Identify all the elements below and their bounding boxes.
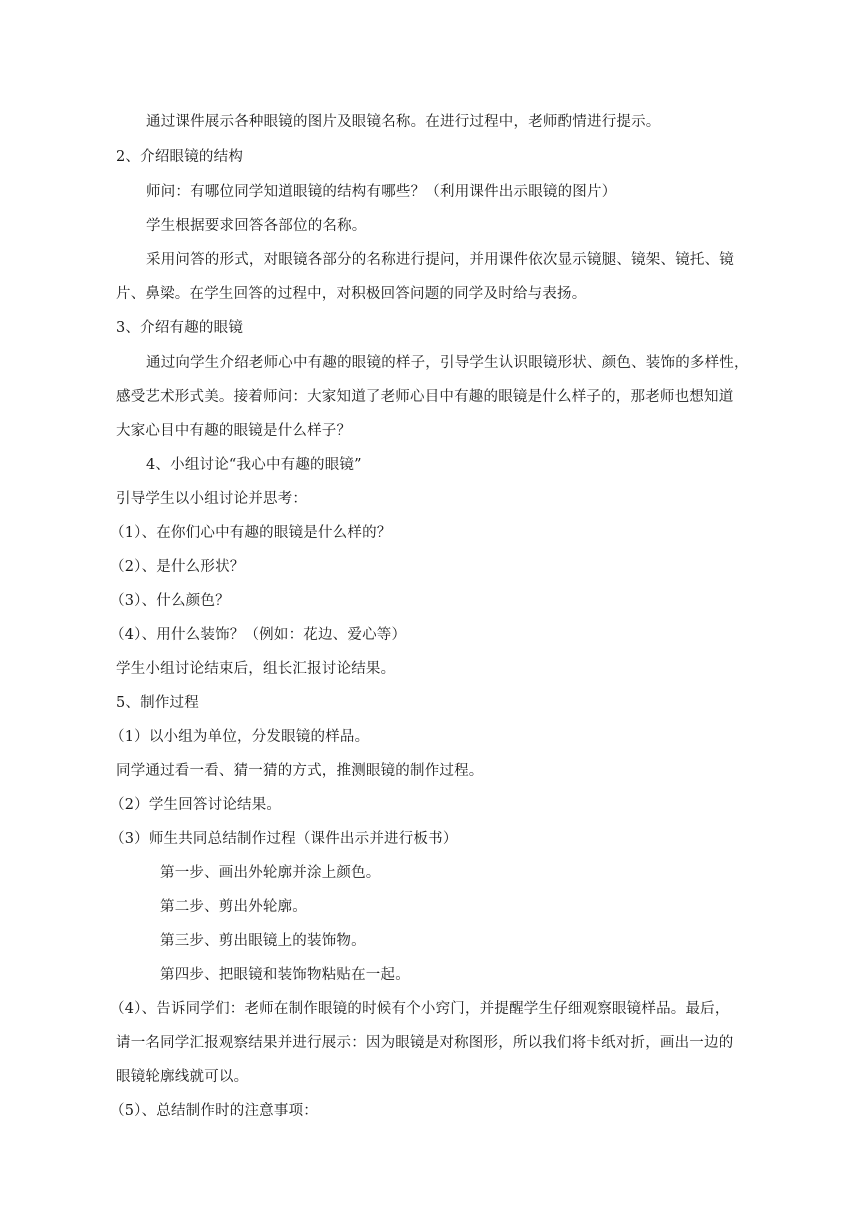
section-heading: 2、介绍眼镜的结构 bbox=[116, 149, 244, 165]
list-item: （1）、在你们心中有趣的眼镜是什么样的？ bbox=[110, 525, 392, 541]
step-item: 第一步、画出外轮廓并涂上颜色。 bbox=[160, 865, 381, 881]
section-heading: 3、介绍有趣的眼镜 bbox=[116, 320, 244, 336]
paragraph-line: 感受艺术形式美。接着师问：大家知道了老师心目中有趣的眼镜是什么样子的，那老师也想知道 bbox=[116, 389, 734, 405]
paragraph-line: 师问：有哪位同学知道眼镜的结构有哪些？（利用课件出示眼镜的图片） bbox=[146, 184, 617, 200]
paragraph-line: 大家心目中有趣的眼镜是什么样子？ bbox=[116, 423, 352, 439]
list-item: （2）学生回答讨论结果。 bbox=[110, 797, 282, 813]
paragraph-line: 请一名同学汇报观察结果并进行展示：因为眼镜是对称图形，所以我们将卡纸对折，画出一边的 bbox=[116, 1035, 734, 1051]
paragraph-line: 学生根据要求回答各部位的名称。 bbox=[146, 218, 367, 234]
paragraph-line: 通过课件展示各种眼镜的图片及眼镜名称。在进行过程中，老师酌情进行提示。 bbox=[146, 114, 661, 130]
step-item: 第三步、剪出眼镜上的装饰物。 bbox=[160, 933, 366, 949]
paragraph-line: 片、鼻梁。在学生回答的过程中，对积极回答问题的同学及时给与表扬。 bbox=[116, 286, 587, 302]
paragraph-line: 眼镜轮廓线就可以。 bbox=[116, 1069, 249, 1085]
list-item: （3）、什么颜色？ bbox=[110, 593, 230, 609]
paragraph-line: 同学通过看一看、猜一猜的方式，推测眼镜的制作过程。 bbox=[116, 763, 484, 779]
step-item: 第二步、剪出外轮廓。 bbox=[160, 899, 307, 915]
list-item: （2）、是什么形状？ bbox=[110, 559, 245, 575]
paragraph-line: 引导学生以小组讨论并思考： bbox=[116, 491, 308, 507]
section-heading: 4、小组讨论“我心中有趣的眼镜” bbox=[146, 457, 362, 473]
paragraph-line: 学生小组讨论结束后，组长汇报讨论结果。 bbox=[116, 661, 396, 677]
list-item: （4）、用什么装饰？（例如：花边、爱心等） bbox=[110, 627, 407, 643]
list-item: （4）、告诉同学们：老师在制作眼镜的时候有个小窍门，并提醒学生仔细观察眼镜样品。最后， bbox=[110, 1001, 730, 1017]
list-item: （1）以小组为单位，分发眼镜的样品。 bbox=[110, 729, 370, 745]
list-item: （5）、总结制作时的注意事项： bbox=[110, 1103, 318, 1119]
step-item: 第四步、把眼镜和装饰物粘贴在一起。 bbox=[160, 967, 410, 983]
paragraph-line: 采用问答的形式，对眼镜各部分的名称进行提问，并用课件依次显示镜腿、镜架、镜托、镜 bbox=[146, 252, 734, 268]
paragraph-line: 通过向学生介绍老师心中有趣的眼镜的样子，引导学生认识眼镜形状、颜色、装饰的多样性， bbox=[146, 355, 749, 371]
section-heading: 5、制作过程 bbox=[116, 695, 199, 711]
list-item: （3）师生共同总结制作过程（课件出示并进行板书） bbox=[110, 831, 458, 847]
